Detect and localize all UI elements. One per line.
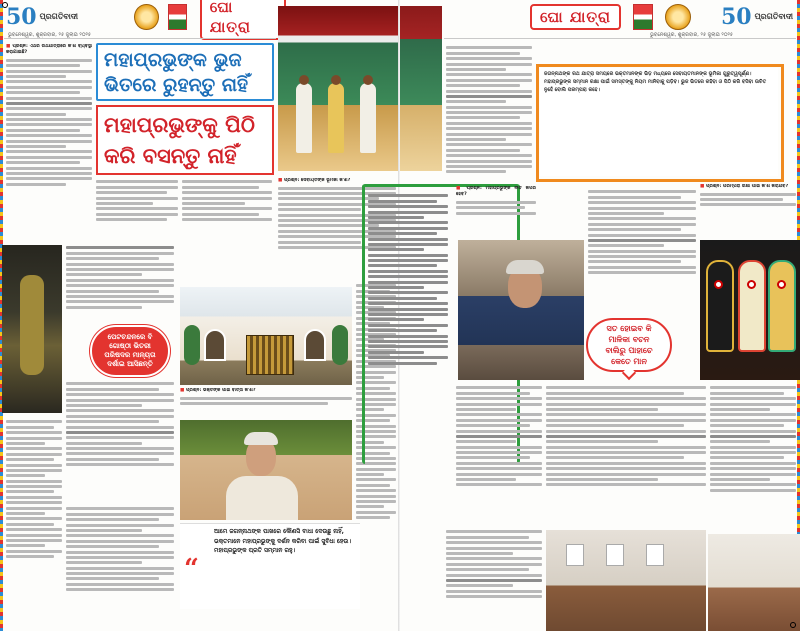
seal-icon: [134, 4, 158, 30]
headline-block: [96, 43, 274, 174]
question-5: ■ ପ୍ରଶ୍ନ: ପରମ୍ପରା ରକ୍ଷା ପାଇଁ କ'ଣ କରାଯିବ?: [700, 184, 789, 189]
article-column-3: [182, 178, 272, 238]
section-title: ଘୋ ଯାତ୍ରା: [200, 0, 286, 40]
headline-red-box: [96, 105, 274, 175]
dateline-left: ଭୁବନେଶ୍ୱର, ଶୁକ୍ରବାର, ୨୫ ଜୁଲାଇ ୨୦୨୫: [8, 32, 92, 38]
question-1: ■ ପ୍ରଶ୍ନ: ଏଥର ରଥଯାତ୍ରାରେ କ'ଣ ବ୍ୟବସ୍ଥା କରାଯାଇଛି?: [6, 44, 92, 56]
interviewee-photo-right: [458, 240, 584, 380]
section-title-right: ଘୋ ଯାତ୍ରା: [530, 4, 621, 30]
headline-line-2: ଭିତରେ ରୁହନ୍ତୁ ନାହିଁ: [104, 74, 249, 96]
room-photo: [708, 534, 800, 631]
article-column-13: [588, 188, 696, 308]
article-column-9: [180, 388, 352, 418]
question-3: ■ ପ୍ରଶ୍ନ: ଭକ୍ତଙ୍କ ପାଇଁ ବାର୍ତ୍ତା କ'ଣ?: [180, 388, 256, 393]
article-column-6: [66, 380, 174, 500]
headline-line-1: ମହାପ୍ରଭୁଙ୍କ ଭୁଜ: [104, 49, 242, 71]
paper-name: ପ୍ରଗତିବାଦୀ: [39, 12, 79, 21]
temple-flag-icon-right: [633, 4, 653, 30]
question-2: ■ ପ୍ରଶ୍ନ: ସେବାୟତଙ୍କ ଭୂମିକା କ'ଣ?: [278, 178, 351, 183]
anniversary-number: 50: [6, 4, 37, 30]
article-column-14: [700, 184, 796, 240]
headline-line-4: କରି ବସନ୍ତୁ ନାହିଁ: [104, 144, 237, 168]
article-column-7: [6, 418, 62, 628]
registration-mark-icon-2: [790, 622, 796, 628]
paper-name-right: ପ୍ରଗତିବାଦୀ: [754, 12, 794, 21]
statue-photo: [2, 245, 62, 413]
rule-left: [4, 38, 276, 39]
registration-mark-icon: [2, 2, 8, 8]
article-column-8: [66, 505, 174, 629]
anniversary-logo: [6, 6, 78, 28]
quote-mark-icon: “: [184, 554, 199, 584]
temple-flag-icon: [168, 4, 187, 30]
article-column-12: [456, 186, 536, 236]
right-feature-text: ଜଗନ୍ନାଥଙ୍କ ରଥ ଯାତ୍ରା ସମୟରେ ଭକ୍ତମାନଙ୍କ ଭିଡ଼ ମଧ୍ୟରେ ସେବାୟତମାନଙ୍କ ଭୂମିକା ଗୁରୁତ୍ୱପୂର୍ଣ୍ଣ। ମହାପ୍ରଭୁଙ୍କ ସମ୍ମାନ ରକ୍ଷା ପାଇଁ ସମସ୍ତଙ୍କୁ ନିୟମ ମାନିବାକୁ ପଡ଼ିବ। ଭୁଜ ଭିତରେ ରହିବା ଓ ପିଠି କରି ବସିବା ଉଚିତ ନୁହେଁ ବୋଲି ପରମ୍ପରା କହେ।: [540, 68, 778, 176]
dateline-right: ଭୁବନେଶ୍ୱର, ଶୁକ୍ରବାର, ୨୫ ଜୁଲାଇ ୨୦୨୫: [650, 32, 734, 38]
masthead-right: [530, 2, 796, 32]
interviewee-photo-left: [180, 420, 352, 520]
article-column-1: [6, 44, 92, 242]
article-column-17: [710, 384, 796, 530]
seal-icon-right: [665, 4, 691, 30]
interior-photo: [546, 530, 706, 631]
callout-speech-bubble: ସତ ହୋଇବ କି ମାଳିକା ବଚନ ବାଲିରୁ ପାହାଚେ କେତେ ମାନ: [586, 318, 672, 372]
article-column-18: [446, 528, 542, 628]
anniversary-number-right: 50: [720, 4, 752, 30]
article-column-2: [96, 178, 178, 238]
deity-photo: [700, 240, 800, 380]
anniversary-logo-right: [721, 6, 793, 28]
question-4: ■ ପ୍ରଶ୍ନ: ମହାପ୍ରଭୁଙ୍କ ନୀତି କିପରି ହେବ?: [456, 186, 536, 198]
callout-red-oval: ପେଟଚନ୍ଦନରେ ବି ଗୋଷ୍ଠୀ ଭିତରୀ ପରିଷଦର ମାନ୍ୟତା ଦର୍ଶାଇ ଆସିଛନ୍ତି: [90, 325, 170, 377]
headline-line-3: ମହାପ୍ରଭୁଙ୍କୁ ପିଠି: [104, 113, 255, 137]
headline-blue-box: [96, 43, 274, 101]
ritual-photo: [278, 6, 400, 171]
rule-right: [444, 38, 796, 39]
article-column-5: [66, 244, 174, 324]
ritual-photo-continued: [400, 6, 442, 171]
article-column-15: [456, 384, 542, 524]
center-feature-column: [368, 192, 448, 460]
article-column-16: [546, 384, 706, 524]
building-photo: [180, 287, 352, 385]
quote-text: ଆମେ ଜଗନ୍ନାଥଙ୍କ ପାଖରେ କୌଣସି ବାଧା ଦେଉଛୁ ନାହିଁ, ଭକ୍ତମାନେ ମହାପ୍ରଭୁଙ୍କୁ ଦର୍ଶନ କରିବା ପାଇଁ ସୁବିଧା ହେଉ। ମହାପ୍ରଭୁଙ୍କ ପ୍ରତି ସମ୍ମାନ ରହୁ।: [214, 528, 352, 554]
